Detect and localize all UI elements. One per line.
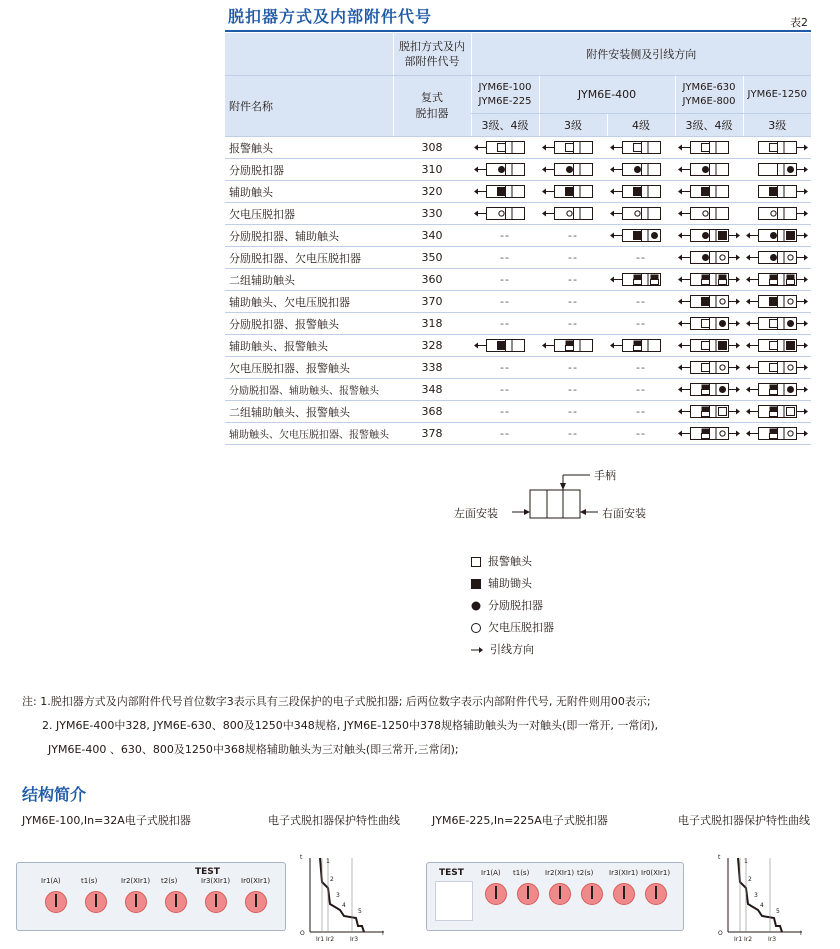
adjustment-knob-icon[interactable] — [613, 883, 635, 905]
accessory-code: 330 — [393, 203, 471, 225]
accessory-symbol-icon — [474, 163, 536, 176]
accessory-code: 308 — [393, 137, 471, 159]
accessory-symbol-icon — [678, 273, 740, 286]
accessory-symbol-icon — [610, 163, 672, 176]
curve-label: O — [300, 930, 305, 937]
accessory-code: 350 — [393, 247, 471, 269]
accessory-symbol-icon — [678, 141, 740, 154]
install-symbol — [675, 357, 743, 379]
install-symbol — [743, 181, 811, 203]
accessory-symbol-icon — [610, 207, 672, 220]
accessory-symbol-icon — [746, 251, 808, 264]
knob-label: Ir3(XIr1) — [201, 877, 231, 885]
curve-label: 5 — [776, 908, 780, 915]
title-rule — [225, 30, 811, 32]
accessory-name: 分励脱扣器、报警触头 — [225, 313, 393, 335]
install-symbol — [675, 379, 743, 401]
accessory-symbol-icon — [746, 185, 808, 198]
adjustment-knob-icon[interactable] — [517, 883, 539, 905]
notes — [22, 690, 832, 762]
header-model-4: JYM6E-1250 — [743, 76, 811, 114]
knob-label: t2(s) — [161, 877, 178, 885]
accessory-symbol-icon — [474, 185, 536, 198]
not-available: -- — [539, 423, 607, 445]
accessory-name: 报警触头 — [225, 137, 393, 159]
accessory-code: 320 — [393, 181, 471, 203]
adjustment-knob-icon[interactable] — [85, 891, 107, 913]
install-symbol — [471, 137, 539, 159]
accessory-symbol-icon — [474, 339, 536, 352]
table-row — [225, 423, 811, 445]
header-trip-code: 脱扣方式及内 部附件代号 — [393, 33, 471, 76]
table-row — [225, 225, 811, 247]
header-install: 附件安装侧及引线方向 — [471, 33, 811, 76]
not-available: -- — [539, 313, 607, 335]
install-symbol — [607, 159, 675, 181]
accessory-code: 348 — [393, 379, 471, 401]
install-symbol — [471, 335, 539, 357]
not-available: -- — [471, 269, 539, 291]
knob-label: t2(s) — [577, 869, 594, 877]
curve-label: 1 — [744, 858, 748, 865]
adjustment-knob-icon[interactable] — [45, 891, 67, 913]
install-symbol — [471, 203, 539, 225]
not-available: -- — [539, 401, 607, 423]
accessory-symbol-icon — [474, 141, 536, 154]
accessory-name: 分励脱扣器、辅助触头、报警触头 — [225, 379, 393, 401]
install-symbol — [539, 137, 607, 159]
curve-label: 2 — [330, 876, 334, 883]
knob-label: Ir2(XIr1) — [121, 877, 151, 885]
header-model-2: JYM6E-400 — [539, 76, 675, 114]
trip-unit-panel-225 — [426, 862, 684, 931]
install-symbol — [743, 203, 811, 225]
legend-lead: 引线方向 — [470, 639, 554, 661]
table-row — [225, 335, 811, 357]
curve-label: 2 — [748, 876, 752, 883]
test-label: TEST — [439, 868, 464, 878]
accessory-symbol-icon — [746, 339, 808, 352]
accessory-symbol-icon — [610, 229, 672, 242]
install-symbol — [743, 423, 811, 445]
adjustment-knob-icon[interactable] — [205, 891, 227, 913]
right-install-label: 右面安装 — [602, 507, 646, 520]
not-available: -- — [471, 401, 539, 423]
curve-label: I — [382, 930, 384, 937]
curve-label: 3 — [336, 892, 340, 899]
header-pole-3: 4级 — [607, 114, 675, 137]
not-available: -- — [539, 247, 607, 269]
filled-circle-icon — [470, 600, 482, 612]
accessory-name: 分励脱扣器 — [225, 159, 393, 181]
accessory-symbol-icon — [746, 207, 808, 220]
curve-label: Ir1 — [734, 936, 743, 943]
install-symbol — [607, 137, 675, 159]
knob-label: Ir2(XIr1) — [545, 869, 575, 877]
install-symbol — [743, 291, 811, 313]
install-symbol — [675, 159, 743, 181]
handle-label: 手柄 — [594, 469, 616, 482]
accessory-symbol-icon — [610, 339, 672, 352]
accessory-name: 二组辅助触头、报警触头 — [225, 401, 393, 423]
table-row — [225, 247, 811, 269]
accessory-code: 368 — [393, 401, 471, 423]
accessory-symbol-icon — [542, 207, 604, 220]
not-available: -- — [539, 269, 607, 291]
protection-curve-1 — [298, 852, 388, 944]
accessory-code: 378 — [393, 423, 471, 445]
accessory-symbol-icon — [746, 317, 808, 330]
install-symbol — [675, 423, 743, 445]
curve-label: Ir3 — [768, 936, 777, 943]
adjustment-knob-icon[interactable] — [645, 883, 667, 905]
install-symbol — [743, 247, 811, 269]
install-symbol — [743, 357, 811, 379]
header-compound: 复式 脱扣器 — [393, 76, 471, 137]
accessory-symbol-icon — [542, 163, 604, 176]
accessory-symbol-icon — [678, 383, 740, 396]
install-symbol — [743, 269, 811, 291]
caption-curve-2: 电子式脱扣器保护特性曲线 — [678, 814, 810, 827]
curve-label: 5 — [358, 908, 362, 915]
not-available: -- — [539, 225, 607, 247]
adjustment-knob-icon[interactable] — [581, 883, 603, 905]
not-available: -- — [607, 313, 675, 335]
not-available: -- — [471, 291, 539, 313]
accessory-name: 辅助触头 — [225, 181, 393, 203]
accessory-symbol-icon — [678, 229, 740, 242]
not-available: -- — [607, 401, 675, 423]
adjustment-knob-icon[interactable] — [165, 891, 187, 913]
table-row — [225, 291, 811, 313]
accessory-code: 370 — [393, 291, 471, 313]
table-row — [225, 401, 811, 423]
accessory-symbol-icon — [746, 273, 808, 286]
accessory-symbol-icon — [678, 427, 740, 440]
curve-label: Ir1 — [316, 936, 325, 943]
accessory-name: 二组辅助触头 — [225, 269, 393, 291]
install-symbol — [743, 313, 811, 335]
accessory-name: 分励脱扣器、欠电压脱扣器 — [225, 247, 393, 269]
knob-label: Ir0(XIr1) — [641, 869, 671, 877]
not-available: -- — [607, 291, 675, 313]
accessory-code: 310 — [393, 159, 471, 181]
accessory-name: 欠电压脱扣器 — [225, 203, 393, 225]
accessory-name: 辅助触头、欠电压脱扣器、报警触头 — [225, 423, 393, 445]
install-symbol — [471, 159, 539, 181]
install-symbol — [675, 313, 743, 335]
install-symbol — [743, 137, 811, 159]
caption-100: JYM6E-100,In=32A电子式脱扣器 — [22, 814, 191, 827]
adjustment-knob-icon[interactable] — [125, 891, 147, 913]
not-available: -- — [607, 357, 675, 379]
left-install-label: 左面安装 — [454, 507, 498, 520]
table-row — [225, 357, 811, 379]
install-symbol — [607, 203, 675, 225]
install-symbol — [607, 181, 675, 203]
not-available: -- — [539, 357, 607, 379]
accessory-symbol-icon — [678, 295, 740, 308]
test-window — [435, 881, 473, 921]
accessory-symbol-icon — [678, 317, 740, 330]
install-symbol — [743, 225, 811, 247]
table-row — [225, 137, 811, 159]
legend-undervoltage: 欠电压脱扣器 — [470, 617, 554, 639]
install-symbol — [607, 225, 675, 247]
header-accessory-name: 附件名称 — [225, 76, 393, 137]
mounting-diagram-svg — [452, 465, 662, 535]
filled-square-icon — [470, 578, 482, 590]
curve-label: 1 — [326, 858, 330, 865]
curve-label: 4 — [342, 902, 346, 909]
accessory-symbol-icon — [678, 163, 740, 176]
accessory-name: 辅助触头、报警触头 — [225, 335, 393, 357]
knob-label: Ir0(XIr1) — [241, 877, 271, 885]
install-symbol — [675, 203, 743, 225]
install-symbol — [743, 379, 811, 401]
accessory-symbol-icon — [542, 141, 604, 154]
accessory-symbol-icon — [610, 273, 672, 286]
note-1: 注: 1.脱扣器方式及内部附件代号首位数字3表示具有三段保护的电子式脱扣器; 后两位数字表示内部附件代号, 无附件则用00表示; — [22, 695, 651, 708]
install-symbol — [675, 247, 743, 269]
not-available: -- — [539, 379, 607, 401]
accessory-symbol-icon — [542, 185, 604, 198]
test-label: TEST — [195, 867, 220, 877]
curve-label: Ir2 — [744, 936, 753, 943]
not-available: -- — [471, 247, 539, 269]
legend-alarm: 报警触头 — [470, 551, 554, 573]
note-3: JYM6E-400 、630、800及1250中368规格辅助触头为三对触头(即三常开,三常闭); — [48, 743, 459, 756]
install-symbol — [743, 159, 811, 181]
header-pole-2: 3级 — [539, 114, 607, 137]
install-symbol — [743, 401, 811, 423]
accessory-symbol-icon — [610, 141, 672, 154]
table-row — [225, 313, 811, 335]
table-row — [225, 379, 811, 401]
header-model-1: JYM6E-100 JYM6E-225 — [471, 76, 539, 114]
accessory-code: 360 — [393, 269, 471, 291]
curve-label: Ir3 — [350, 936, 359, 943]
header-pole-4: 3级、4级 — [675, 114, 743, 137]
not-available: -- — [471, 357, 539, 379]
not-available: -- — [471, 423, 539, 445]
table-row — [225, 181, 811, 203]
hollow-circle-icon — [470, 622, 482, 634]
curve-label: Ir2 — [326, 936, 335, 943]
accessory-symbol-icon — [542, 339, 604, 352]
not-available: -- — [607, 247, 675, 269]
trip-unit-panel-100 — [16, 862, 286, 931]
curve-label: I — [800, 930, 802, 937]
curve-label: t — [300, 854, 303, 861]
install-symbol — [539, 159, 607, 181]
header-model-3: JYM6E-630 JYM6E-800 — [675, 76, 743, 114]
accessory-name: 欠电压脱扣器、报警触头 — [225, 357, 393, 379]
header-pole-5: 3级 — [743, 114, 811, 137]
not-available: -- — [607, 423, 675, 445]
not-available: -- — [471, 313, 539, 335]
adjustment-knob-icon[interactable] — [245, 891, 267, 913]
install-symbol — [539, 181, 607, 203]
knob-label: Ir3(XIr1) — [609, 869, 639, 877]
page-title: 脱扣器方式及内部附件代号 — [228, 7, 433, 26]
accessory-symbol-icon — [678, 185, 740, 198]
knob-label: Ir1(A) — [481, 869, 501, 877]
table-row — [225, 159, 811, 181]
install-symbol — [675, 335, 743, 357]
protection-curve-2 — [716, 852, 806, 944]
accessory-symbol-icon — [678, 361, 740, 374]
accessory-code: 340 — [393, 225, 471, 247]
install-symbol — [471, 181, 539, 203]
note-2: 2. JYM6E-400中328, JYM6E-630、800及1250中348规格, JYM6E-1250中378规格辅助触头为一对触头(即一常开, 一常闭), — [42, 719, 659, 732]
accessory-symbol-icon — [474, 207, 536, 220]
caption-curve-1: 电子式脱扣器保护特性曲线 — [268, 814, 400, 827]
table-number: 表2 — [790, 16, 808, 29]
install-symbol — [675, 137, 743, 159]
hollow-square-icon — [470, 556, 482, 568]
install-symbol — [675, 225, 743, 247]
accessory-symbol-icon — [746, 405, 808, 418]
accessory-symbol-icon — [746, 163, 808, 176]
install-symbol — [675, 269, 743, 291]
install-symbol — [675, 181, 743, 203]
arrow-right-icon — [470, 644, 484, 656]
structure-title: 结构简介 — [22, 785, 87, 804]
accessory-symbol-icon — [678, 251, 740, 264]
table-row — [225, 269, 811, 291]
accessory-name: 辅助触头、欠电压脱扣器 — [225, 291, 393, 313]
accessory-symbol-icon — [746, 295, 808, 308]
accessory-code: 328 — [393, 335, 471, 357]
legend-shunt: 分励脱扣器 — [470, 595, 554, 617]
accessory-symbol-icon — [746, 427, 808, 440]
table-row — [225, 203, 811, 225]
adjustment-knob-icon[interactable] — [549, 883, 571, 905]
curve-label: 4 — [760, 902, 764, 909]
knob-label: t1(s) — [513, 869, 530, 877]
accessory-symbol-icon — [610, 185, 672, 198]
install-symbol — [675, 291, 743, 313]
legend-auxiliary: 辅助锄头 — [470, 573, 554, 595]
mounting-diagram — [452, 465, 662, 535]
accessory-code: 318 — [393, 313, 471, 335]
accessory-code: 338 — [393, 357, 471, 379]
accessory-symbol-icon — [746, 229, 808, 242]
install-symbol — [675, 401, 743, 423]
install-symbol — [539, 335, 607, 357]
curve-label: t — [718, 854, 721, 861]
accessory-symbol-icon — [746, 383, 808, 396]
install-symbol — [607, 269, 675, 291]
curve-label: 3 — [754, 892, 758, 899]
accessory-name: 分励脱扣器、辅助触头 — [225, 225, 393, 247]
install-symbol — [743, 335, 811, 357]
knob-label: t1(s) — [81, 877, 98, 885]
not-available: -- — [607, 379, 675, 401]
accessory-symbol-icon — [746, 361, 808, 374]
header-pole-1: 3级、4级 — [471, 114, 539, 137]
not-available: -- — [471, 225, 539, 247]
install-symbol — [607, 335, 675, 357]
accessory-table — [225, 33, 811, 445]
accessory-symbol-icon — [678, 405, 740, 418]
install-symbol — [539, 203, 607, 225]
not-available: -- — [471, 379, 539, 401]
curve-label: O — [718, 930, 723, 937]
accessory-symbol-icon — [678, 339, 740, 352]
accessory-symbol-icon — [678, 207, 740, 220]
not-available: -- — [539, 291, 607, 313]
knob-label: Ir1(A) — [41, 877, 61, 885]
caption-225: JYM6E-225,In=225A电子式脱扣器 — [432, 814, 608, 827]
adjustment-knob-icon[interactable] — [485, 883, 507, 905]
accessory-symbol-icon — [746, 141, 808, 154]
symbol-legend — [470, 551, 554, 661]
